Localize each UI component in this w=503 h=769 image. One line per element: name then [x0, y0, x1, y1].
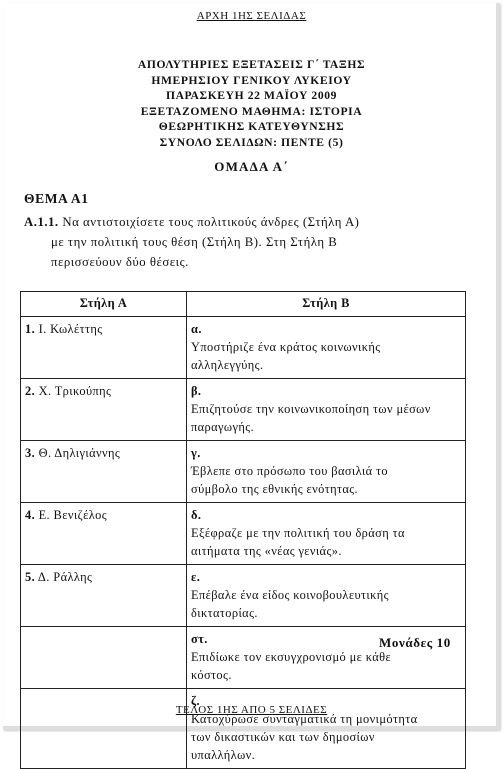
column-a-cell: [21, 317, 187, 379]
exam-heading-line: ΑΠΟΛΥΤΗΡΙΕΣ ΕΞΕΤΑΣΕΙΣ Γ΄ ΤΑΞΗΣ: [137, 58, 366, 71]
position-text: Επέβαλε ένα είδος κοινοβουλευτικής δικτατορίας.: [191, 588, 389, 620]
politician-name: Ι. Κωλέττης: [38, 322, 103, 336]
column-b-cell: [187, 565, 466, 627]
politician-number: 5.: [25, 570, 36, 584]
table-row: [21, 503, 466, 565]
politician-number: 2.: [25, 384, 36, 398]
politician-name: Δ. Ράλλης: [37, 570, 93, 584]
exam-heading-line: ΣΥΝΟΛΟ ΣΕΛΙΔΩΝ: ΠΕΝΤΕ (5): [159, 135, 344, 149]
exam-heading-line: ΠΑΡΑΣΚΕΥΗ 22 ΜΑΪΟΥ 2009: [165, 89, 338, 102]
politician-number: 1.: [25, 322, 36, 336]
column-a-header: Στήλη Α: [21, 292, 187, 317]
column-b-cell: [187, 317, 466, 379]
marks-label: Μονάδες 10: [379, 635, 451, 650]
column-b-cell: [187, 689, 466, 769]
column-b-cell: [187, 503, 466, 565]
column-b-cell: [187, 441, 466, 503]
position-letter: α.: [191, 322, 202, 336]
column-a-cell: [21, 379, 187, 441]
table-row: [21, 379, 466, 441]
table-row: [21, 689, 466, 769]
politician-name: Ε. Βενιζέλος: [38, 508, 108, 522]
exam-heading-line: ΕΞΕΤΑΖΟΜΕΝΟ ΜΑΘΗΜΑ: ΙΣΤΟΡΙΑ: [140, 104, 363, 118]
position-text: Υποστήριζε ένα κράτος κοινωνικής αλληλεγγύης.: [191, 340, 381, 372]
table-row: [21, 565, 466, 627]
position-text: Έβλεπε στο πρόσωπο του βασιλιά το σύμβολο της εθνικής ενότητας.: [191, 464, 389, 496]
position-letter: γ.: [191, 446, 201, 460]
question-line-2: με την πολιτική τους θέση (Στήλη Β). Στη Στήλη Β: [51, 235, 338, 249]
position-letter: β.: [191, 384, 202, 398]
position-text: Κατοχύρωσε συνταγματικά τη μονιμότητα των δικαστικών και των δημοσίων υπαλλήλων.: [191, 712, 418, 762]
column-a-cell-empty: [21, 689, 187, 769]
question-number: Α.1.1.: [24, 215, 59, 229]
page-footer: ΤΕΛΟΣ 1ΗΣ ΑΠΟ 5 ΣΕΛΙΔΕΣ: [175, 704, 328, 716]
column-a-cell: [21, 441, 187, 503]
question-line-3: περισσεύουν δύο θέσεις.: [51, 255, 189, 269]
position-text: Επιδίωκε τον εκσυγχρονισμό με κάθε κόστος.: [191, 650, 392, 682]
politician-number: 4.: [25, 508, 36, 522]
column-b-cell: [187, 379, 466, 441]
exam-heading: [0, 57, 503, 150]
position-letter: δ.: [191, 508, 202, 522]
position-text: Επιζητούσε την κοινωνικοποίηση των μέσων παραγωγής.: [191, 402, 431, 434]
exam-heading-line: ΘΕΩΡΗΤΙΚΗΣ ΚΑΤΕΥΘΥΝΣΗΣ: [158, 120, 345, 133]
matching-table: [20, 291, 466, 769]
column-a-cell: [21, 503, 187, 565]
politician-name: Χ. Τρικούπης: [38, 384, 112, 398]
position-letter: στ.: [191, 632, 208, 646]
table-row: [21, 441, 466, 503]
table-header-row: [21, 292, 466, 317]
column-a-cell-empty: [21, 627, 187, 689]
politician-number: 3.: [25, 446, 36, 460]
position-text: Εξέφραζε με την πολιτική του δράση τα αιτήματα της «νέας γενιάς».: [191, 526, 405, 558]
column-a-cell: [21, 565, 187, 627]
theme-title: ΘΕΜΑ Α1: [24, 191, 89, 206]
question-line-1: Να αντιστοιχίσετε τους πολιτικούς άνδρες (Στήλη Α): [62, 215, 360, 229]
table-row: [21, 317, 466, 379]
column-b-header: Στήλη Β: [187, 292, 466, 317]
politician-name: Θ. Δηλιγιάννης: [38, 446, 121, 460]
group-title: ΟΜΑΔΑ Α΄: [214, 159, 289, 174]
page-header: ΑΡΧΗ 1ΗΣ ΣΕΛΙΔΑΣ: [196, 10, 307, 22]
exam-heading-line: ΗΜΕΡΗΣΙΟΥ ΓΕΝΙΚΟΥ ΛΥΚΕΙΟΥ: [151, 73, 352, 87]
position-letter: ε.: [191, 570, 201, 584]
question-text: [24, 212, 469, 272]
position-letter: ζ.: [191, 694, 201, 708]
